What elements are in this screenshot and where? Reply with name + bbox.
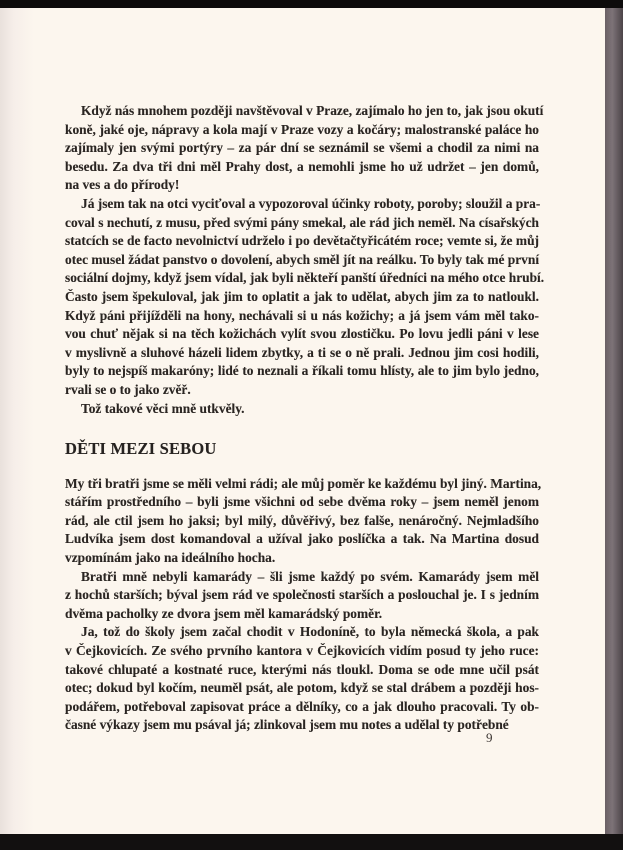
paragraph — [65, 623, 539, 735]
text-line: rád, ale ctil jsem ho jaksi; byl milý, důvěřivý, bez falše, nenáročný. Nejmladšího — [65, 512, 539, 528]
text-line: podářem, potřeboval zapisovat práce a dělníky, co a jak dlouho pracovali. Ty ob- — [65, 698, 539, 714]
text-line: Když páni přijížděli na hony, nechávali si u nás kožichy; a já jsem vám měl tako- — [65, 307, 539, 323]
text-line: Ludvíka jsem dost komandoval a užíval jako poslíčka a tak. Na Martina dosud — [65, 531, 539, 547]
text-line: coval s nechutí, z musu, před svými pány smekal, ale rád jich neměl. Na císařských — [65, 214, 539, 230]
paragraph — [65, 400, 539, 419]
text-line: rvali se o to jako zvěř. — [65, 381, 191, 397]
text-line: Bratři mně nebyli kamarády – šli jsme každý po svém. Kamarády jsem měl — [81, 568, 539, 584]
text-line: Já jsem tak na otci vyciťoval a vypozoroval účinky roboty, poroby; sloužil a pra- — [81, 195, 541, 211]
text-line: statcích se de facto nevolnictví udrželo i po devětačtyřicátém roce; vemte si, že můj — [65, 233, 539, 249]
text-line: Často jsem špekuloval, jak jim to oplatit a jak to udělat, abych jim za to natloukl. — [65, 288, 539, 304]
text-line: vou chuť nějak si na těch kožichách vylít svou zlostičku. Po lovu jedli páni v lese — [65, 326, 539, 342]
text-line: v myslivně a sluhové házeli lidem zbytky, a ti se o ně prali. Jednou jim cosi hodili, — [65, 344, 539, 360]
book-page — [0, 8, 605, 834]
paragraph — [65, 568, 539, 624]
text-line: My tři bratři jsme se měli velmi rádi; ale můj poměr ke každému byl jiný. Martina, — [65, 475, 542, 491]
body-text-column — [65, 102, 545, 735]
text-line: otec; dokud byl kočím, neuměl psát, ale potom, když se stal drábem a později hos- — [65, 680, 539, 696]
paragraph — [65, 195, 545, 400]
text-line: Tož takové věci mně utkvěly. — [81, 400, 245, 416]
text-line: časné výkazy jsem mu psával já; zlinkoval jsem mu notes a udělal ty potřebné — [65, 717, 509, 733]
text-line: Když nás mnohem později navštěvoval v Praze, zajímalo ho jen to, jak jsou okutí — [81, 103, 544, 118]
text-line: Ja, tož do školy jsem začal chodit v Hodoníně, to byla německá škola, a pak — [81, 624, 539, 640]
paragraph — [65, 102, 544, 195]
text-line: v Čejkovicích. Ze svého prvního kantora v Čejkovicích vidím posud ty jeho ruce: — [65, 643, 539, 659]
text-line: zajímaly jen svými portýry – za pár dní se seznámil se všemi a chodil za nimi na — [65, 140, 539, 156]
text-line: sociální dojmy, když jsem vídal, jak byli někteří panští úředníci na mého otce hrubí. — [65, 270, 545, 286]
text-line: takové chlupaté a kostnaté ruce, kterými nás tloukl. Doma se ode mne učil psát — [65, 661, 539, 677]
text-line: z hochů starších; býval jsem rád ve společnosti starších a poslouchal je. I s jedním — [65, 587, 539, 603]
text-line: byly to nejspíš makaróny; lidé to neznali a říkali tomu hlísty, ale to jim bylo jedno, — [65, 363, 539, 379]
page-right-edge — [605, 8, 623, 834]
page-number: 9 — [486, 730, 493, 745]
text-line: stářím prostředního – byli jsme všichni od sebe dvěma roky – jsem neměl jenom — [65, 494, 539, 510]
text-line: otec musel žádat panstvo o dovolení, abych směl jít na reálku. To byly tak mé první — [65, 251, 540, 267]
text-line: dvěma pacholky ze dvora jsem měl kamarádský poměr. — [65, 605, 383, 621]
text-line: koně, jaké oje, nápravy a kola mají v Praze vozy a kočáry; malostranské paláce ho — [65, 121, 539, 137]
text-line: vzpomínám jako na ideálního hocha. — [65, 550, 276, 566]
paragraph — [65, 475, 542, 568]
text-line: na ves a do přírody! — [65, 177, 180, 193]
text-line: besedu. Za dva tři dni měl Prahy dost, a nemohli jsme ho už udržet – jen domů, — [65, 158, 539, 174]
section-heading: DĚTI MEZI SEBOU — [65, 439, 217, 459]
